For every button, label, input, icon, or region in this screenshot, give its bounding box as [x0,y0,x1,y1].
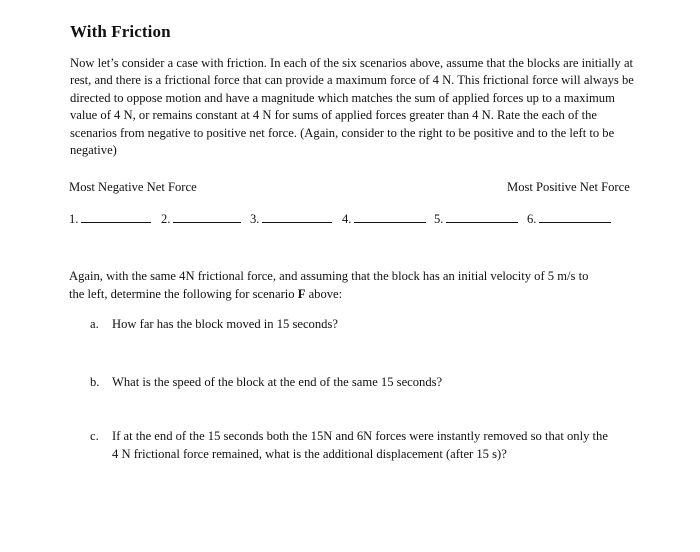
intro-line: rest, and there is a frictional force that can provide a maximum force of 4 N. This frictional force will always be [70,73,634,88]
most-negative-label: Most Negative Net Force [69,180,197,194]
question-line: If at the end of the 15 seconds both the 15N and 6N forces were instantly removed so that only the [112,429,608,443]
intro-line: negative) [70,143,117,158]
intro-line: value of 4 N, or remains constant at 4 N for sums of applied forces greater than 4 N. Rate the each of the [70,108,598,123]
followup-text: the left, determine the following for scenario [69,286,295,301]
rank-slot-4[interactable] [342,210,426,227]
question-line: How far has the block moved in 15 seconds? [112,317,338,331]
rank-number: 4. [342,212,352,226]
ranking-row [0,210,700,230]
rank-slot-2[interactable] [161,210,241,227]
intro-line: directed to oppose motion and have a magnitude which matches the sum of applied forces up to a maximum [70,90,615,105]
question-text [112,374,442,392]
intro-line: Now let’s consider a case with friction. In each of the six scenarios above, assume that the blocks are initially at [70,56,634,70]
rank-number: 2. [161,212,171,226]
rank-slot-3[interactable] [250,210,332,227]
followup-text-end: above: [308,286,343,301]
followup-line [69,286,669,304]
question-letter: c. [90,429,99,443]
rank-blank[interactable] [262,210,332,223]
rank-number: 5. [434,212,444,226]
question-text [112,316,338,334]
rank-slot-5[interactable] [434,210,518,227]
followup-paragraph [69,268,669,303]
intro-paragraph [70,55,670,159]
section-title: With Friction [70,22,171,41]
rank-blank[interactable] [446,210,518,223]
rank-blank[interactable] [173,210,241,223]
scenario-letter: F [297,286,306,301]
followup-line: Again, with the same 4N frictional force, and assuming that the block has an initial velocity of 5 m/s to [69,269,589,283]
question-letter: a. [90,317,99,331]
intro-line: scenarios from negative to positive net force. (Again, consider to the right to be positive and to the left to be [70,125,615,140]
question-text [112,428,608,463]
question-letter: b. [90,375,100,389]
rank-number: 6. [527,212,537,226]
rank-number: 1. [69,212,79,226]
rank-slot-6[interactable] [527,210,611,227]
question-line: What is the speed of the block at the end of the same 15 seconds? [112,375,443,389]
rank-blank[interactable] [81,210,151,223]
most-positive-label: Most Positive Net Force [507,180,630,194]
rank-blank[interactable] [354,210,426,223]
question-line: 4 N frictional force remained, what is the additional displacement (after 15 s)? [112,446,507,461]
rank-slot-1[interactable] [69,210,151,227]
rank-number: 3. [250,212,260,226]
rank-blank[interactable] [539,210,611,223]
